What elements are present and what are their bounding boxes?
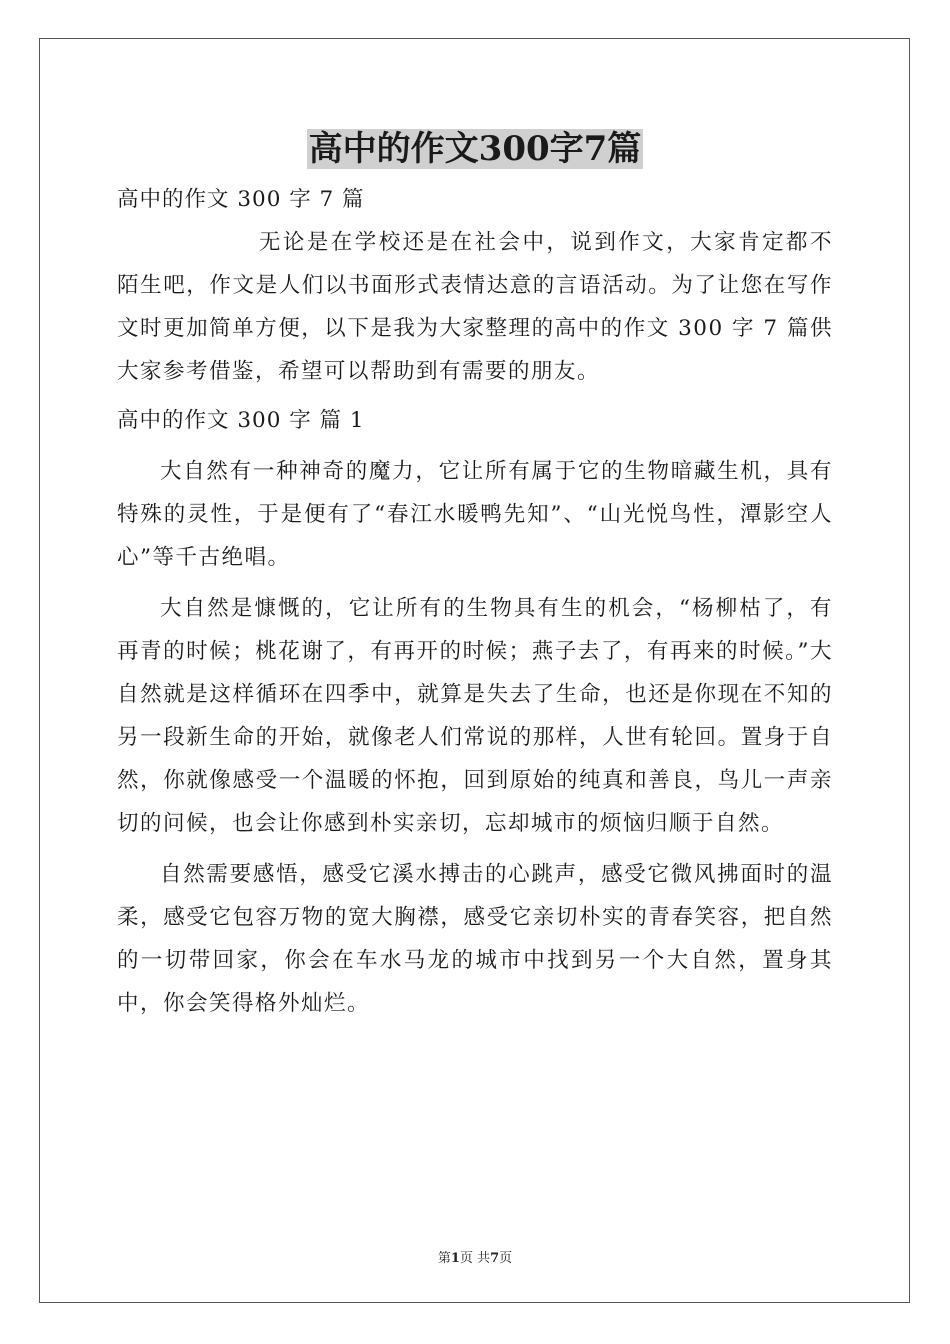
footer-mid: 页 共 (459, 1251, 491, 1266)
page-footer (0, 1247, 950, 1266)
body-paragraph-3: 自然需要感悟，感受它溪水搏击的心跳声，感受它微风拂面时的温柔，感受它包容万物的宽大胸襟，感受它亲切朴实的青春笑容，把自然的一切带回家，你会在车水马龙的城市中找到另一个大自然，置身其中，你会笑得格外灿烂。 (117, 862, 833, 1016)
document-subtitle: 高中的作文 300 字 7 篇 (117, 187, 365, 212)
intro-paragraph: 无论是在学校还是在社会中，说到作文，大家肯定都不陌生吧，作文是人们以书面形式表情达意的言语活动。为了让您在写作文时更加简单方便，以下是我为大家整理的高中的作文 300 字 7 篇供大家参考借鉴，希望可以帮助到有需要的朋友。 (117, 230, 833, 384)
document-title-text: 高中的作文300字7篇 (308, 129, 642, 169)
footer-prefix: 第 (437, 1251, 451, 1266)
document-body (117, 178, 833, 1025)
section-heading: 高中的作文 300 字 篇 1 (117, 408, 365, 433)
footer-suffix: 页 (499, 1251, 513, 1266)
document-title (0, 127, 950, 171)
footer-current-page: 1 (450, 1251, 460, 1266)
body-paragraph-2: 大自然是慷慨的，它让所有的生物具有生的机会，“杨柳枯了，有再青的时候；桃花谢了，有再开的时候；燕子去了，有再来的时候。”大自然就是这样循环在四季中，就算是失去了生命，也还是你现在不知的另一段新生命的开始，就像老人们常说的那样，人世有轮回。置身于自然，你就像感受一个温暖的怀抱，回到原始的纯真和善良，鸟儿一声亲切的问候，也会让你感到朴实亲切，忘却城市的烦恼归顺于自然。 (117, 596, 833, 836)
footer-total-pages: 7 (490, 1251, 500, 1266)
body-paragraph-1: 大自然有一种神奇的魔力，它让所有属于它的生物暗藏生机，具有特殊的灵性，于是便有了“春江水暖鸭先知”、“山光悦鸟性，潭影空人心”等千古绝唱。 (117, 459, 833, 570)
